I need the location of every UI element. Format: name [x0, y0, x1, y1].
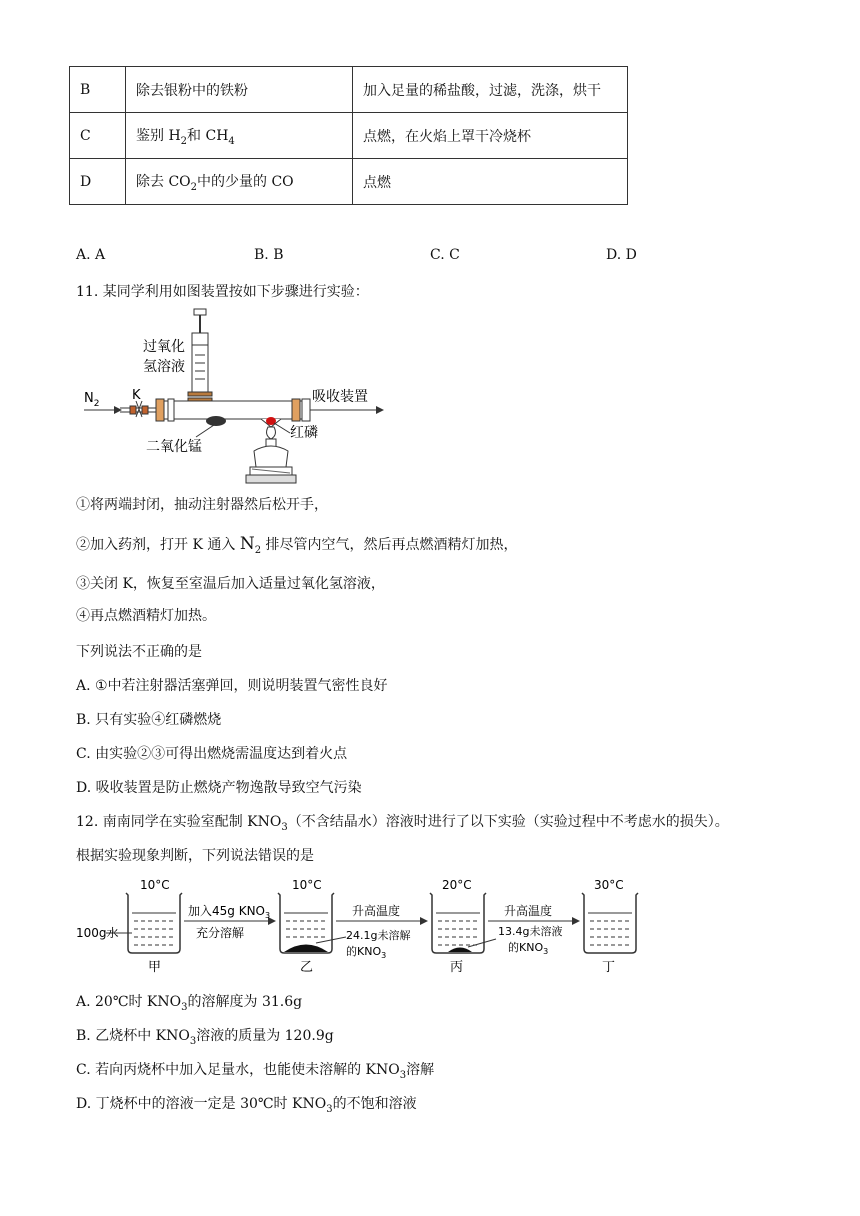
q12-option-d[interactable]: D. 丁烧杯中的溶液一定是 30℃时 $KNO_3$的不饱和溶液	[76, 1096, 417, 1115]
absorber-label: 吸收装置	[312, 389, 368, 405]
choice-d[interactable]: D. D	[606, 247, 637, 263]
beaker-label: 丁	[602, 960, 616, 975]
table-row	[70, 67, 628, 113]
n2-label: $N_2$	[84, 391, 100, 409]
q12-option-a[interactable]: A. 20℃时 $KNO_3$的溶解度为 31.6g	[76, 994, 303, 1013]
table-row	[70, 159, 628, 205]
q11-option-c[interactable]: C. 由实验②③可得出燃烧需温度达到着火点	[76, 746, 348, 762]
temp-label: 20°C	[442, 878, 472, 892]
q12-stem-2: 根据实验现象判断，下列说法错误的是	[76, 848, 314, 864]
row-method: 点燃，在火焰上罩干冷烧杯	[353, 113, 628, 159]
temp-label: 10°C	[292, 878, 322, 892]
temp-label: 30°C	[594, 878, 624, 892]
options-table	[69, 66, 628, 205]
row-method: 加入足量的稀盐酸，过滤，洗涤，烘干	[353, 67, 628, 113]
syringe-label: 氢溶液	[143, 359, 185, 375]
arrow-3	[572, 917, 580, 925]
syringe-plunger-cap	[194, 309, 206, 315]
q12-beakers-figure	[76, 875, 656, 975]
row-goal: 鉴别 $H_2$和 $CH_4$	[126, 113, 353, 159]
beaker-label: 乙	[300, 960, 314, 975]
q11-option-a[interactable]: A. ①中若注射器活塞弹回，则说明装置气密性良好	[76, 678, 388, 694]
q11-stem: 11. 某同学利用如图装置按如下步骤进行实验：	[76, 284, 369, 300]
q11-question: 下列说法不正确的是	[76, 644, 202, 660]
beaker-label: 丙	[450, 960, 464, 975]
arrow-2-label: 升高温度	[352, 904, 401, 918]
q11-step-3: ③关闭 K，恢复至室温后加入适量过氧化氢溶液，	[76, 576, 385, 592]
q12-option-c[interactable]: C. 若向丙烧杯中加入足量水，也能使未溶解的 $KNO_3$溶解	[76, 1062, 435, 1081]
q11-step-1: ①将两端封闭，抽动注射器然后松开手，	[76, 497, 328, 513]
row-goal: 除去 $CO_2$中的少量的 CO	[126, 159, 353, 205]
temp-label: 10°C	[140, 878, 170, 892]
arrow-1-label: 加入45g $KNO_3$	[188, 904, 271, 920]
row-method: 点燃	[353, 159, 628, 205]
arrow-1-sublabel: 充分溶解	[196, 926, 245, 940]
glass-tube	[160, 401, 310, 419]
mno2-label: 二氧化锰	[146, 439, 202, 455]
row-label: B	[70, 67, 126, 113]
q11-option-d[interactable]: D. 吸收装置是防止燃烧产物逸散导致空气污染	[76, 780, 362, 796]
beaker-jia	[126, 893, 182, 953]
valve-k-label: K	[132, 388, 141, 403]
q12-option-b[interactable]: B. 乙烧杯中 $KNO_3$溶液的质量为 120.9g	[76, 1028, 334, 1047]
undissolved-label: 13.4g未溶液	[498, 925, 563, 938]
q11-apparatus-figure	[76, 305, 396, 490]
choice-c[interactable]: C. C	[430, 247, 460, 263]
beaker-ding	[582, 893, 638, 953]
undissolved-label: 24.1g未溶解	[346, 929, 411, 942]
red-phosphorus-label: 红磷	[290, 425, 318, 441]
undissolved-label: 的$KNO_3$	[508, 941, 549, 956]
q12-stem: 12. 南南同学在实验室配制 $KNO_3$（不含结晶水）溶液时进行了以下实验（实验过程中不考虑水的损失）。	[76, 814, 729, 833]
alcohol-lamp	[254, 446, 288, 467]
water-label: 100g水	[76, 926, 119, 940]
beaker-yi	[278, 893, 334, 953]
mno2-powder	[206, 416, 226, 426]
q11-option-b[interactable]: B. 只有实验④红磷燃烧	[76, 712, 222, 728]
arrow-3-label: 升高温度	[504, 904, 553, 918]
undissolved-label: 的$KNO_3$	[346, 945, 387, 960]
syringe-label: 过氧化	[143, 339, 185, 355]
q11-step-4: ④再点燃酒精灯加热。	[76, 608, 216, 624]
table-row	[70, 113, 628, 159]
row-goal: 除去银粉中的铁粉	[126, 67, 353, 113]
arrow-2	[420, 917, 428, 925]
q11-step-2: ②加入药剂，打开 K 通入 $N_2$ 排尽管内空气，然后再点燃酒精灯加热，	[76, 534, 518, 556]
choice-b[interactable]: B. B	[254, 247, 284, 263]
row-label: D	[70, 159, 126, 205]
row-label: C	[70, 113, 126, 159]
beaker-label: 甲	[148, 960, 162, 975]
choice-a[interactable]: A. A	[76, 247, 106, 263]
